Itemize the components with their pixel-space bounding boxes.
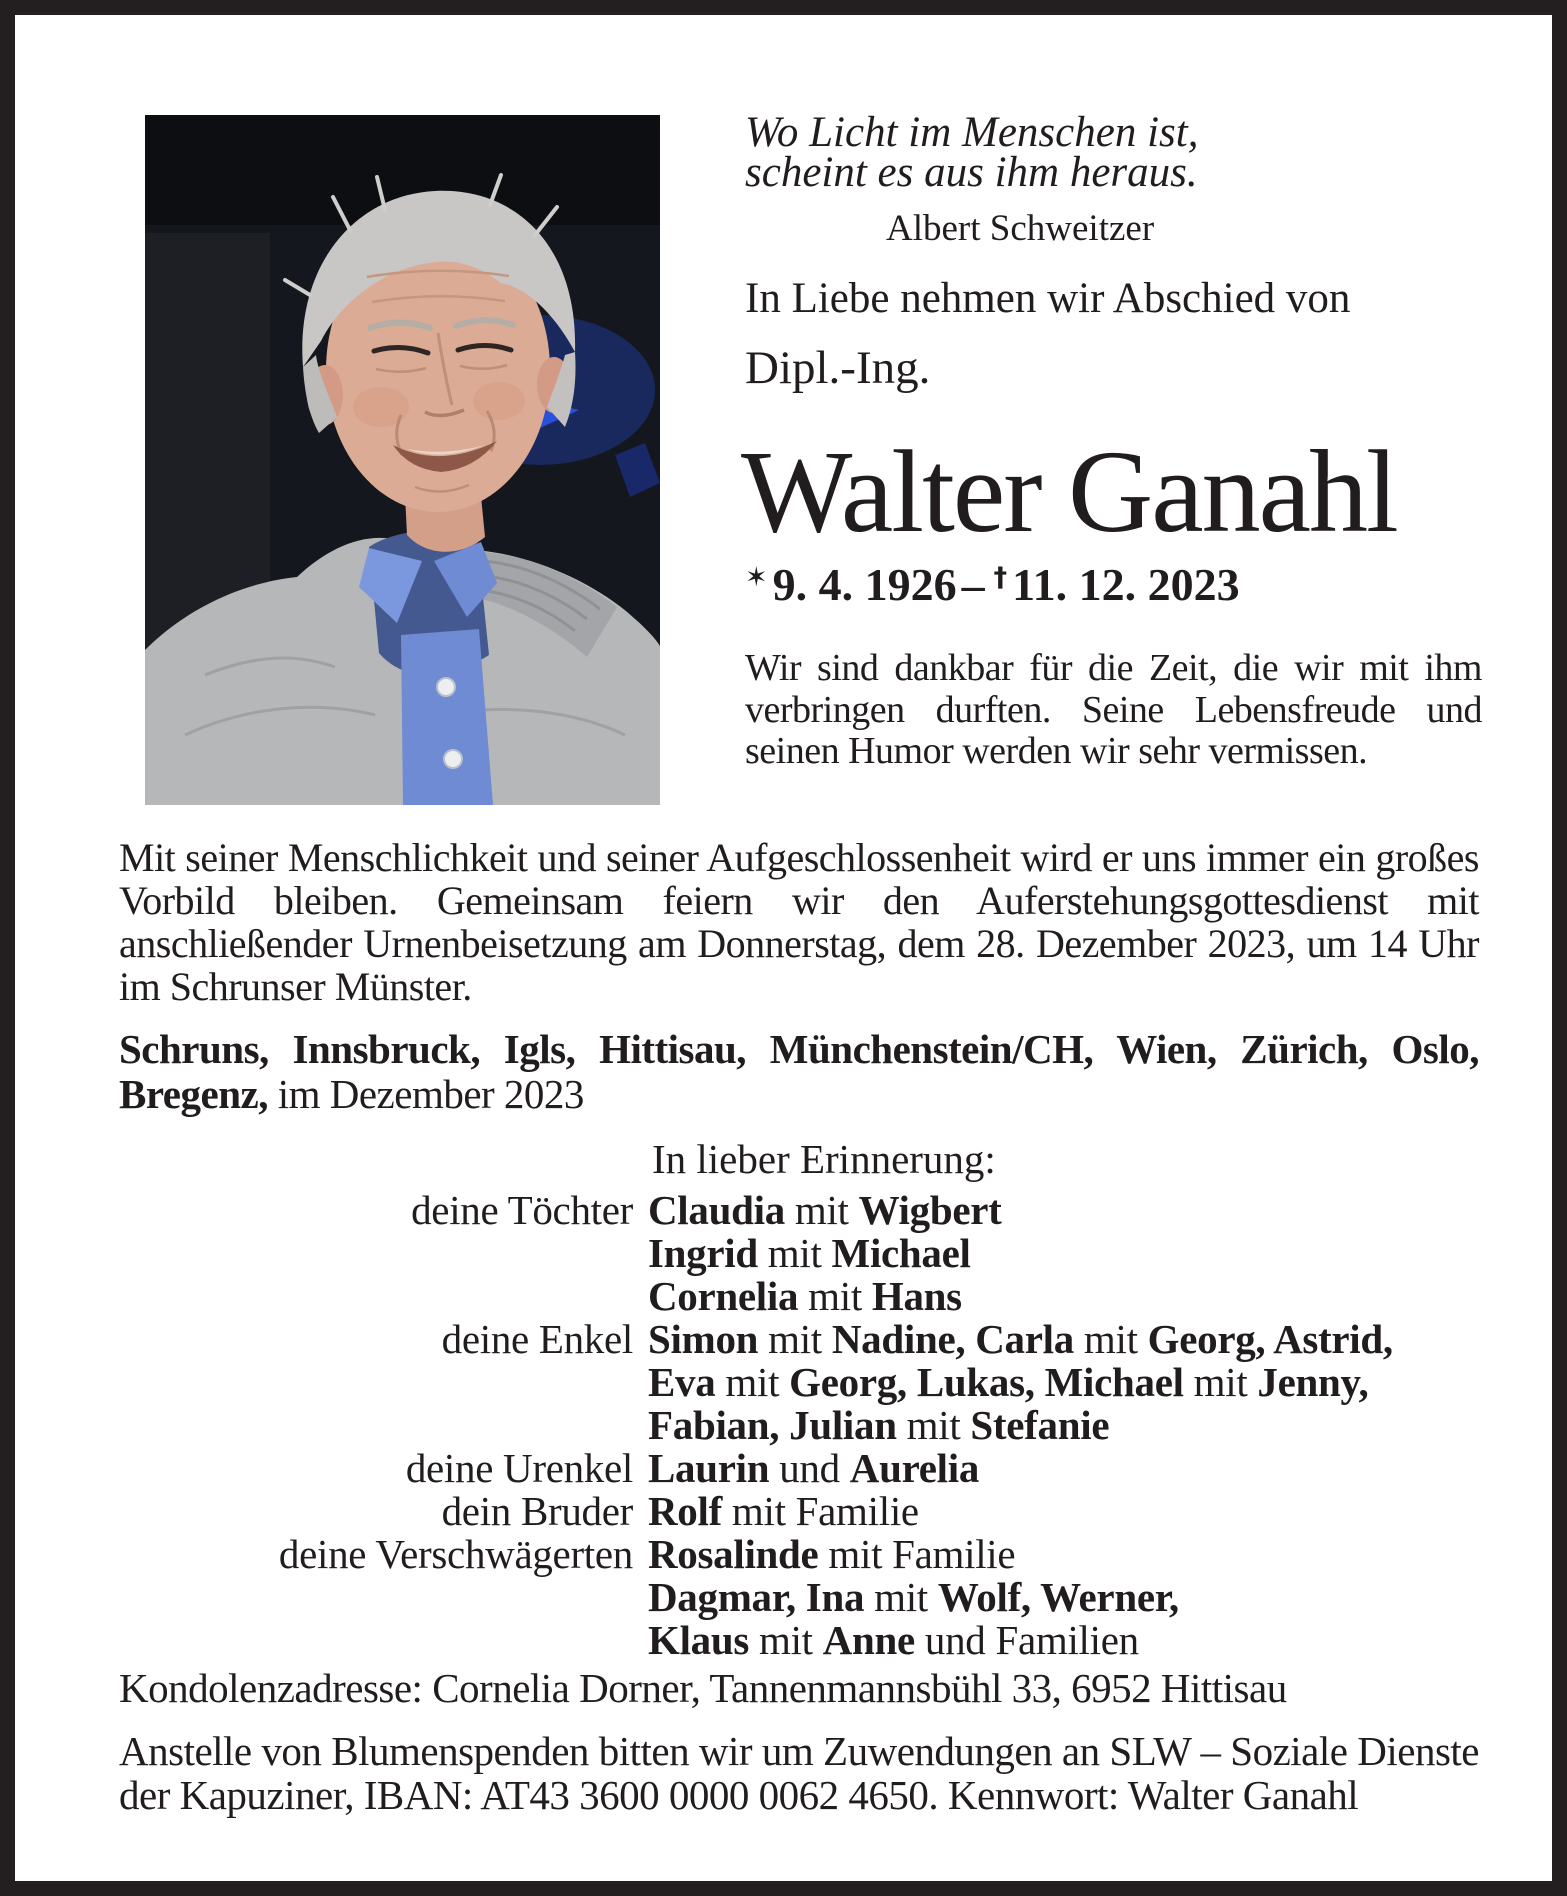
family-member-name: Ingrid (648, 1230, 758, 1276)
memory-heading: In lieber Erinnerung: (652, 1136, 996, 1182)
family-names (648, 1189, 1481, 1318)
family-names-line (648, 1533, 1481, 1576)
family-member-name: Simon (648, 1316, 759, 1362)
family-member-name: Aurelia (849, 1445, 980, 1491)
family-names-line (648, 1490, 1481, 1533)
deceased-name: Walter Ganahl (741, 426, 1397, 557)
family-names-line (648, 1275, 1481, 1318)
family-connector-text: mit (1073, 1316, 1148, 1362)
family-member-name: Georg, Astrid, (1147, 1316, 1393, 1362)
family-row (119, 1533, 1481, 1662)
birth-star-icon: ✶ (745, 562, 768, 593)
family-connector-text: mit (798, 1273, 872, 1319)
condolence-address: Kondolenzadresse: Cornelia Dorner, Tannenmannsbühl 33, 6952 Hittisau (119, 1665, 1287, 1711)
family-relation-label: dein Bruder (441, 1488, 633, 1534)
family-names-line (648, 1318, 1481, 1361)
family-relation-label: deine Töchter (411, 1187, 633, 1233)
family-connector-text: mit (784, 1187, 859, 1233)
family-relation-label: deine Enkel (441, 1316, 633, 1362)
family-member-name: Fabian, Julian (648, 1402, 897, 1448)
family-connector-text: mit (758, 1316, 832, 1362)
family-names (648, 1318, 1481, 1447)
family-member-name: Stefanie (970, 1402, 1110, 1448)
family-member-name: Rolf (648, 1488, 722, 1534)
cities-names: Schruns, Innsbruck, Igls, Hittisau, Münchenstein/CH, Wien, Zürich, Oslo, Bregenz, (119, 1026, 1479, 1117)
family-connector-text: mit Familie (818, 1531, 1016, 1577)
family-connector-text: mit (715, 1359, 790, 1405)
family-names-line (648, 1189, 1481, 1232)
family-list (119, 1189, 1481, 1662)
family-member-name: Claudia (648, 1187, 785, 1233)
family-names (648, 1447, 1481, 1490)
family-member-name: Rosalinde (648, 1531, 819, 1577)
farewell-intro: In Liebe nehmen wir Abschied von (745, 275, 1351, 322)
family-member-name: Cornelia (648, 1273, 799, 1319)
quote-attribution: Albert Schweitzer (886, 208, 1155, 249)
family-member-name: Georg, Lukas, Michael (789, 1359, 1184, 1405)
family-names-line (648, 1576, 1481, 1619)
family-connector-text: mit (749, 1617, 823, 1663)
family-connector-text: mit (757, 1230, 832, 1276)
quote-block (745, 109, 1485, 196)
family-connector-text: mit (896, 1402, 971, 1448)
family-connector-text: mit (864, 1574, 938, 1620)
family-member-name: Michael (831, 1230, 971, 1276)
cities-date: im Dezember 2023 (277, 1071, 584, 1117)
death-date: 11. 12. 2023 (1012, 559, 1240, 610)
tribute-paragraph: Wir sind dankbar für die Zeit, die wir mit ihm verbringen durften. Seine Lebensfreude und seinen Humor werden wir sehr vermissen. (745, 647, 1482, 772)
family-row (119, 1318, 1481, 1447)
family-names-line (648, 1404, 1481, 1447)
family-names-line (648, 1232, 1481, 1275)
family-connector-text: und (769, 1445, 850, 1491)
family-names-line (648, 1447, 1481, 1490)
birth-date: 9. 4. 1926 (772, 559, 957, 610)
death-cross-icon: † (993, 562, 1008, 593)
family-names-line (648, 1361, 1481, 1404)
date-separator: – (961, 559, 985, 610)
family-member-name: Jenny, (1257, 1359, 1369, 1405)
family-connector-text: mit Familie (721, 1488, 919, 1534)
family-connector-text: und Familien (914, 1617, 1139, 1663)
family-row (119, 1490, 1481, 1533)
honorific-title: Dipl.-Ing. (745, 342, 931, 394)
family-member-name: Wolf, Werner, (937, 1574, 1179, 1620)
family-relation-label: deine Verschwägerten (278, 1531, 633, 1577)
family-member-name: Anne (822, 1617, 915, 1663)
family-names (648, 1533, 1481, 1662)
family-member-name: Wigbert (858, 1187, 1002, 1233)
announcement-paragraph: Mit seiner Menschlichkeit und seiner Aufgeschlossenheit wird er uns immer ein großes Vorbild bleiben. Gemeinsam feiern wir den Auferstehungsgottesdienst mit anschließender Urnenbeisetzung am Donnerstag, dem 28. Dezember 2023, um 14 Uhr im Schrunser Münster. (119, 835, 1479, 1009)
family-names (648, 1490, 1481, 1533)
quote-line-1: Wo Licht im Menschen ist, (745, 109, 1199, 156)
portrait-photo (145, 115, 660, 805)
family-names-line (648, 1619, 1481, 1662)
portrait-illustration (145, 115, 660, 805)
family-row (119, 1447, 1481, 1490)
family-member-name: Nadine, Carla (831, 1316, 1074, 1362)
family-member-name: Hans (871, 1273, 962, 1319)
quote-line-2: scheint es aus ihm heraus. (745, 149, 1198, 196)
family-member-name: Dagmar, Ina (648, 1574, 865, 1620)
family-member-name: Laurin (648, 1445, 770, 1491)
donation-note: Anstelle von Blumenspenden bitten wir um Zuwendungen an SLW – Soziale Dienste der Kapuziner, IBAN: AT43 3600 0000 0062 4650. Kennwort: Walter Ganahl (119, 1728, 1479, 1818)
family-row (119, 1189, 1481, 1318)
family-member-name: Klaus (648, 1617, 750, 1663)
family-member-name: Eva (648, 1359, 716, 1405)
family-connector-text: mit (1183, 1359, 1258, 1405)
cities-line (119, 1027, 1479, 1117)
life-dates (745, 557, 1240, 612)
family-relation-label: deine Urenkel (405, 1445, 633, 1491)
